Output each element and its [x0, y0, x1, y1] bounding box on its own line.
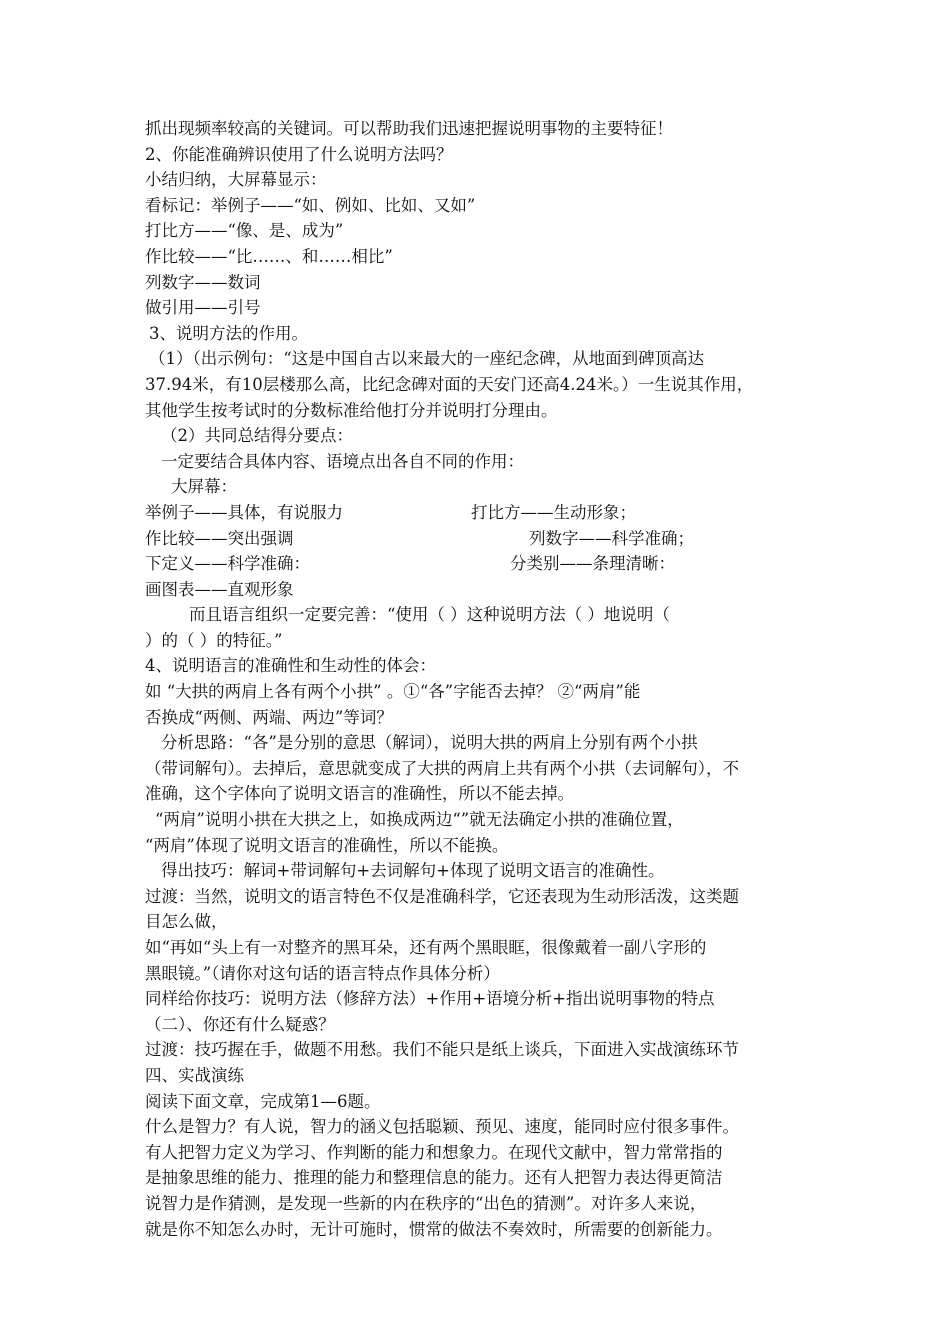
text-cell: 打比方——生动形象； — [471, 502, 636, 522]
text-line: 抓出现频率较高的关键词。可以帮助我们迅速把握说明事物的主要特征！ — [145, 119, 673, 138]
text-line: 37.94米，有10层楼那么高，比纪念碑对面的天安门还高4.24米。）一生说其作用， — [145, 374, 754, 394]
text-line: 而且语言组织一定要完善：“使用（ ）这种说明方法（ ）地说明（ — [189, 605, 670, 625]
document-body — [145, 116, 815, 1242]
text-line: 做引用——引号 — [145, 298, 261, 318]
text-cell: 下定义——科学准确： — [145, 554, 310, 574]
text-line: 作比较——“比……、和……相比” — [145, 246, 393, 266]
text-line: 画图表——直观形象 — [145, 579, 294, 599]
text-line: 准确，这个字体向了说明文语言的准确性，所以不能去掉。 — [145, 784, 574, 804]
text-line: 列数字——数词 — [145, 272, 261, 292]
text-line: 是抽象思维的能力、推理的能力和整理信息的能力。还有人把智力表达得更简洁 — [145, 1168, 723, 1188]
text-line: 一定要结合具体内容、语境点出各自不同的作用： — [161, 451, 524, 471]
text-line: ）的（ ）的特征。” — [145, 630, 283, 650]
text-line: 同样给你技巧：说明方法（修辞方法）+作用+语境分析+指出说明事物的特点 — [145, 989, 715, 1009]
two-column-line — [145, 526, 815, 552]
text-line: 黑眼镜。”（请你对这句话的语言特点作具体分析） — [145, 963, 500, 983]
text-line: （带词解句）。去掉后，意思就变成了大拱的两肩上共有两个小拱（去词解句），不 — [145, 758, 739, 778]
text-line: 有人把智力定义为学习、作判断的能力和想象力。在现代文献中，智力常常指的 — [145, 1142, 723, 1162]
text-line: “两肩”说明小拱在大拱之上，如换成两边“”就无法确定小拱的准确位置， — [155, 810, 684, 830]
two-column-line — [145, 551, 815, 577]
text-line: 目怎么做， — [145, 912, 228, 932]
text-line: 就是你不知怎么办时，无计可施时，惯常的做法不奏效时，所需要的创新能力。 — [145, 1219, 723, 1239]
text-line: 其他学生按考试时的分数标准给他打分并说明打分理由。 — [145, 400, 558, 420]
text-cell: 举例子——具体，有说服力 — [145, 502, 343, 522]
text-line: 如 “大拱的两肩上各有两个小拱” 。①“各”字能否去掉？ ②“两肩”能 — [145, 682, 641, 702]
text-line: 否换成“两侧、两端、两边”等词？ — [145, 707, 393, 727]
text-cell: 作比较——突出强调 — [145, 528, 294, 548]
text-line: 看标记：举例子——“如、例如、比如、又如” — [145, 195, 476, 215]
two-column-line — [145, 500, 815, 526]
text-line: 分析思路：“各”是分别的意思（解词），说明大拱的两肩上分别有两个小拱 — [161, 733, 698, 753]
text-line: 过渡：当然，说明文的语言特色不仅是准确科学，它还表现为生动形活泼，这类题 — [145, 886, 739, 906]
text-cell: 分类别——条理清晰： — [510, 554, 675, 574]
text-line: 过渡：技巧握在手，做题不用愁。我们不能只是纸上谈兵，下面进入实战演练环节 — [145, 1040, 739, 1060]
text-line: 什么是智力？有人说，智力的涵义包括聪颖、预见、速度，能同时应付很多事件。 — [145, 1117, 739, 1137]
text-cell: 列数字——科学准确； — [529, 528, 694, 548]
text-line: 说智力是作猜测，是发现一些新的内在秩序的“出色的猜测”。对许多人来说， — [145, 1193, 707, 1213]
text-line: 大屏幕： — [171, 477, 237, 497]
text-line: 阅读下面文章，完成第1—6题。 — [145, 1091, 381, 1111]
text-line: 小结归纳，大屏幕显示： — [145, 170, 327, 190]
text-line: （1）（出示例句：“这是中国自古以来最大的一座纪念碑，从地面到碑顶高达 — [149, 349, 705, 369]
text-line: （2）共同总结得分要点： — [161, 426, 353, 446]
question-heading: 2、你能准确辨识使用了什么说明方法吗？ — [145, 144, 453, 164]
question-heading: 3、说明方法的作用。 — [149, 323, 308, 343]
text-line: 打比方——“像、是、成为” — [145, 221, 344, 241]
question-heading: 4、说明语言的准确性和生动性的体会： — [145, 656, 436, 676]
text-line: 如“再如“头上有一对整齐的黑耳朵，还有两个黑眼眶，很像戴着一副八字形的 — [145, 938, 707, 957]
section-heading: （二）、你还有什么疑惑？ — [145, 1014, 335, 1034]
text-line: “两肩”体现了说明文语言的准确性，所以不能换。 — [145, 835, 509, 855]
section-heading: 四、实战演练 — [145, 1065, 244, 1085]
text-line: 得出技巧：解词+带词解句+去词解句+体现了说明文语言的准确性。 — [161, 861, 665, 881]
